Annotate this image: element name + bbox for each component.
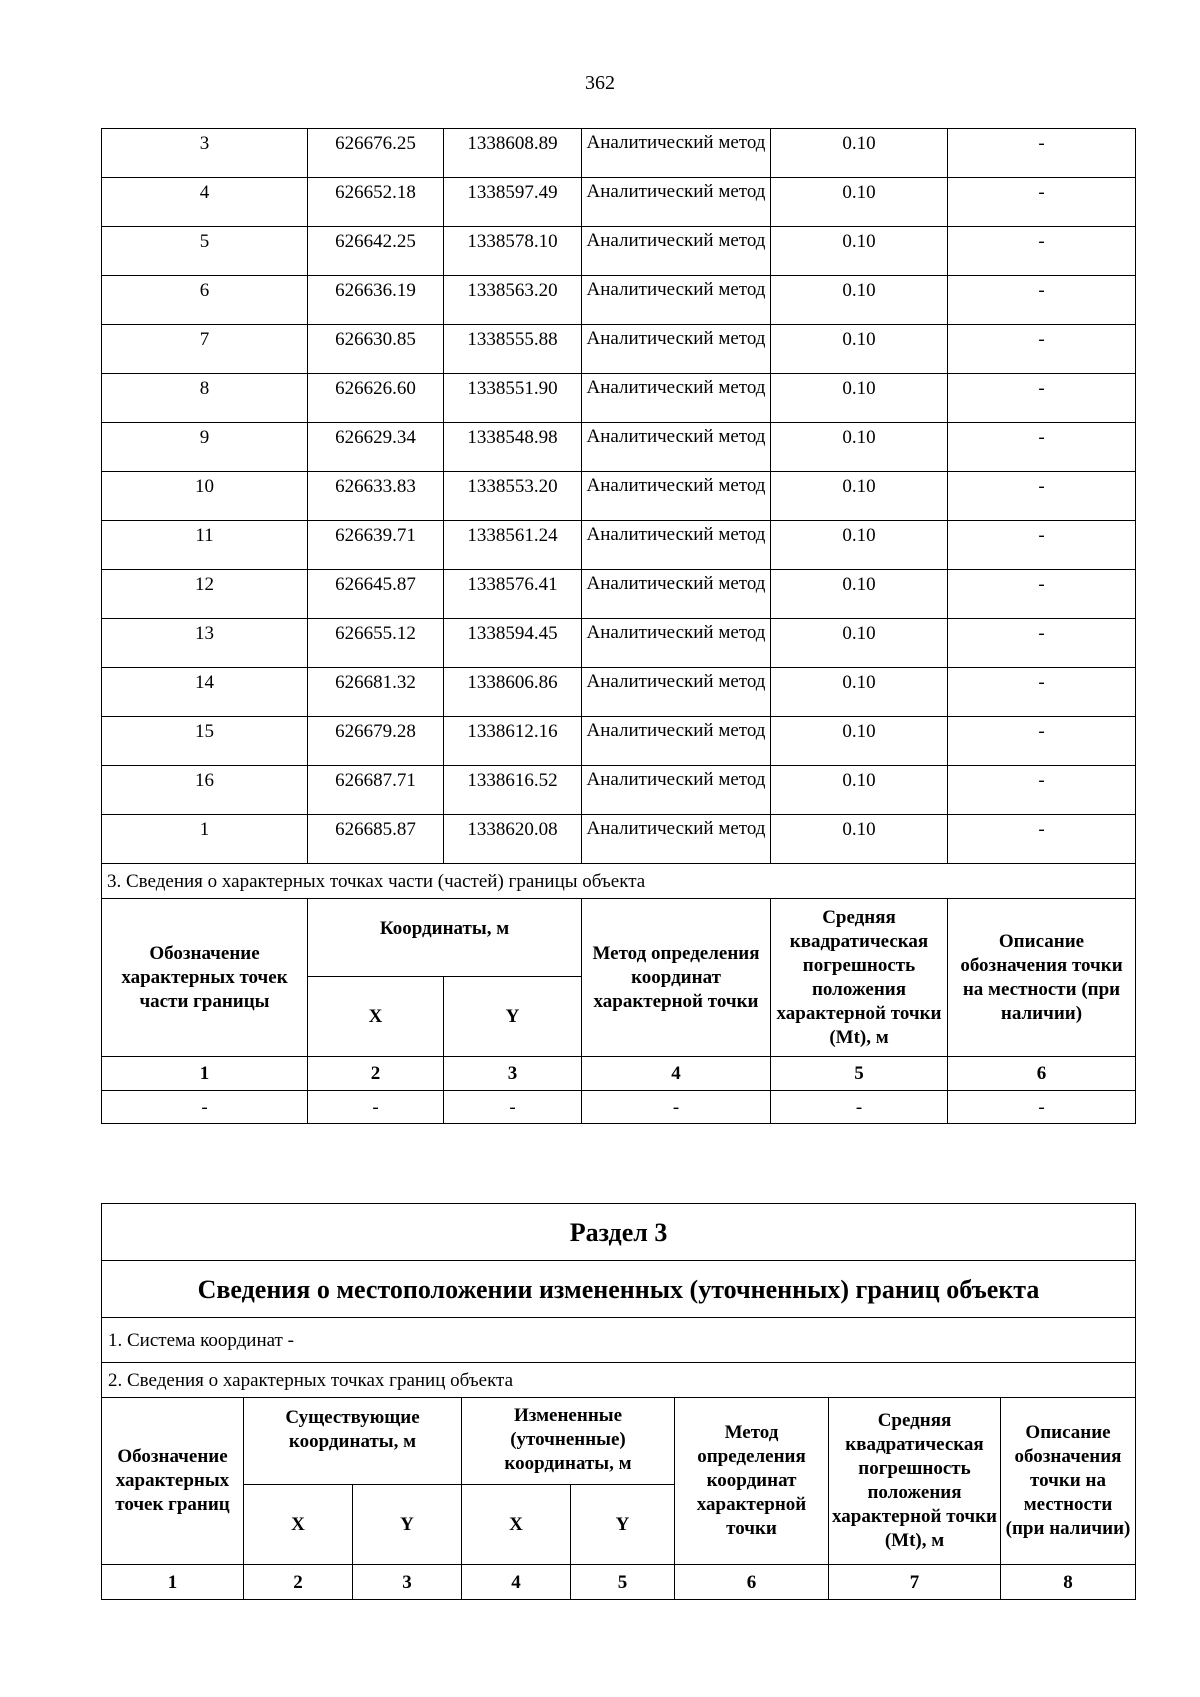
accuracy-cell: 0.10 [771, 472, 948, 521]
point-cell: 16 [102, 766, 308, 815]
column-number: 1 [102, 1057, 308, 1091]
y-cell: 1338612.16 [444, 717, 582, 766]
y-cell: 1338597.49 [444, 178, 582, 227]
y-cell: 1338594.45 [444, 619, 582, 668]
point-cell: 15 [102, 717, 308, 766]
point-cell: 10 [102, 472, 308, 521]
accuracy-cell: 0.10 [771, 227, 948, 276]
header-coordinates: Координаты, м [308, 899, 582, 977]
description-cell: - [948, 325, 1136, 374]
description-cell: - [948, 472, 1136, 521]
x-cell: 626645.87 [308, 570, 444, 619]
accuracy-cell: 0.10 [771, 178, 948, 227]
y-cell: 1338563.20 [444, 276, 582, 325]
part-points-heading: 3. Сведения о характерных точках части (частей) границы объекта [102, 864, 1136, 899]
header-y: Y [444, 977, 582, 1057]
x-cell: 626685.87 [308, 815, 444, 864]
accuracy-cell: 0.10 [771, 570, 948, 619]
column-number: 5 [771, 1057, 948, 1091]
y-cell: 1338551.90 [444, 374, 582, 423]
table-row [102, 276, 1136, 325]
page-number: 362 [585, 72, 615, 94]
method-cell: Аналитический метод [582, 668, 771, 717]
description-cell: - [948, 129, 1136, 178]
method-cell: Аналитический метод [582, 521, 771, 570]
description-cell: - [948, 521, 1136, 570]
section3-table [101, 1203, 1136, 1600]
accuracy-cell: 0.10 [771, 815, 948, 864]
description-cell: - [948, 668, 1136, 717]
description-cell: - [948, 423, 1136, 472]
column-number: 4 [462, 1565, 571, 1600]
empty-cell: - [771, 1091, 948, 1124]
point-cell: 7 [102, 325, 308, 374]
method-cell: Аналитический метод [582, 129, 771, 178]
empty-cell: - [444, 1091, 582, 1124]
column-number: 6 [675, 1565, 829, 1600]
x-cell: 626626.60 [308, 374, 444, 423]
part-points-section [102, 864, 1136, 1124]
description-cell: - [948, 227, 1136, 276]
column-number: 7 [829, 1565, 1001, 1600]
boundary-points-body [102, 129, 1136, 864]
header-accuracy: Средняя квадратическая погрешность положения характерной точки (Mt), м [771, 899, 948, 1057]
x-cell: 626652.18 [308, 178, 444, 227]
header-existing-x: X [244, 1485, 353, 1565]
y-cell: 1338553.20 [444, 472, 582, 521]
table-row [102, 570, 1136, 619]
table-row [102, 325, 1136, 374]
column-numbers-row [102, 1057, 1136, 1091]
point-cell: 5 [102, 227, 308, 276]
boundary-points-table [101, 128, 1136, 1124]
method-cell: Аналитический метод [582, 766, 771, 815]
header-designation: Обозначение характерных точек границ [102, 1398, 244, 1565]
method-cell: Аналитический метод [582, 570, 771, 619]
header-existing-y: Y [353, 1485, 462, 1565]
y-cell: 1338561.24 [444, 521, 582, 570]
method-cell: Аналитический метод [582, 227, 771, 276]
x-cell: 626636.19 [308, 276, 444, 325]
x-cell: 626642.25 [308, 227, 444, 276]
x-cell: 626630.85 [308, 325, 444, 374]
y-cell: 1338606.86 [444, 668, 582, 717]
header-accuracy: Средняя квадратическая погрешность положения характерной точки (Mt), м [829, 1398, 1001, 1565]
column-number: 8 [1001, 1565, 1136, 1600]
y-cell: 1338576.41 [444, 570, 582, 619]
accuracy-cell: 0.10 [771, 619, 948, 668]
accuracy-cell: 0.10 [771, 325, 948, 374]
x-cell: 626681.32 [308, 668, 444, 717]
table-row [102, 227, 1136, 276]
y-cell: 1338616.52 [444, 766, 582, 815]
empty-cell: - [102, 1091, 308, 1124]
section-title: Раздел 3 [102, 1204, 1136, 1261]
x-cell: 626629.34 [308, 423, 444, 472]
method-cell: Аналитический метод [582, 178, 771, 227]
table-row [102, 717, 1136, 766]
column-number: 6 [948, 1057, 1136, 1091]
table-row [102, 374, 1136, 423]
column-number: 2 [244, 1565, 353, 1600]
description-cell: - [948, 374, 1136, 423]
header-method: Метод определения координат характерной точки [582, 899, 771, 1057]
table-row [102, 815, 1136, 864]
description-cell: - [948, 619, 1136, 668]
column-numbers-row [102, 1565, 1136, 1600]
header-changed-x: X [462, 1485, 571, 1565]
x-cell: 626655.12 [308, 619, 444, 668]
point-cell: 6 [102, 276, 308, 325]
y-cell: 1338555.88 [444, 325, 582, 374]
method-cell: Аналитический метод [582, 374, 771, 423]
description-cell: - [948, 766, 1136, 815]
x-cell: 626676.25 [308, 129, 444, 178]
accuracy-cell: 0.10 [771, 276, 948, 325]
column-number: 4 [582, 1057, 771, 1091]
table-row [102, 668, 1136, 717]
column-number: 1 [102, 1565, 244, 1600]
table-row [102, 619, 1136, 668]
point-cell: 8 [102, 374, 308, 423]
header-changed-coordinates: Измененные (уточненные) координаты, м [462, 1398, 675, 1485]
point-cell: 9 [102, 423, 308, 472]
header-designation: Обозначение характерных точек части границы [102, 899, 308, 1057]
method-cell: Аналитический метод [582, 619, 771, 668]
y-cell: 1338608.89 [444, 129, 582, 178]
empty-cell: - [948, 1091, 1136, 1124]
column-number: 3 [444, 1057, 582, 1091]
description-cell: - [948, 717, 1136, 766]
header-existing-coordinates: Существующие координаты, м [244, 1398, 462, 1485]
points-heading: 2. Сведения о характерных точках границ объекта [102, 1363, 1136, 1398]
x-cell: 626633.83 [308, 472, 444, 521]
accuracy-cell: 0.10 [771, 521, 948, 570]
method-cell: Аналитический метод [582, 325, 771, 374]
accuracy-cell: 0.10 [771, 423, 948, 472]
point-cell: 4 [102, 178, 308, 227]
accuracy-cell: 0.10 [771, 129, 948, 178]
method-cell: Аналитический метод [582, 717, 771, 766]
point-cell: 3 [102, 129, 308, 178]
description-cell: - [948, 276, 1136, 325]
method-cell: Аналитический метод [582, 815, 771, 864]
point-cell: 12 [102, 570, 308, 619]
description-cell: - [948, 815, 1136, 864]
table-row [102, 521, 1136, 570]
point-cell: 1 [102, 815, 308, 864]
y-cell: 1338578.10 [444, 227, 582, 276]
empty-cell: - [308, 1091, 444, 1124]
x-cell: 626639.71 [308, 521, 444, 570]
section-subtitle: Сведения о местоположении измененных (уточненных) границ объекта [102, 1261, 1136, 1318]
x-cell: 626687.71 [308, 766, 444, 815]
table-row [102, 472, 1136, 521]
accuracy-cell: 0.10 [771, 717, 948, 766]
column-number: 2 [308, 1057, 444, 1091]
header-changed-y: Y [571, 1485, 675, 1565]
accuracy-cell: 0.10 [771, 668, 948, 717]
accuracy-cell: 0.10 [771, 766, 948, 815]
point-cell: 11 [102, 521, 308, 570]
header-description: Описание обозначения точки на местности (при наличии) [1001, 1398, 1136, 1565]
table-row [102, 766, 1136, 815]
header-description: Описание обозначения точки на местности (при наличии) [948, 899, 1136, 1057]
method-cell: Аналитический метод [582, 472, 771, 521]
description-cell: - [948, 178, 1136, 227]
y-cell: 1338620.08 [444, 815, 582, 864]
table-row [102, 129, 1136, 178]
accuracy-cell: 0.10 [771, 374, 948, 423]
x-cell: 626679.28 [308, 717, 444, 766]
table-row [102, 178, 1136, 227]
column-number: 5 [571, 1565, 675, 1600]
header-method: Метод определения координат характерной точки [675, 1398, 829, 1565]
empty-cell: - [582, 1091, 771, 1124]
y-cell: 1338548.98 [444, 423, 582, 472]
point-cell: 13 [102, 619, 308, 668]
table-row [102, 423, 1136, 472]
column-number: 3 [353, 1565, 462, 1600]
empty-row [102, 1091, 1136, 1124]
point-cell: 14 [102, 668, 308, 717]
method-cell: Аналитический метод [582, 276, 771, 325]
description-cell: - [948, 570, 1136, 619]
coordinate-system: 1. Система координат - [102, 1318, 1136, 1363]
method-cell: Аналитический метод [582, 423, 771, 472]
header-x: X [308, 977, 444, 1057]
